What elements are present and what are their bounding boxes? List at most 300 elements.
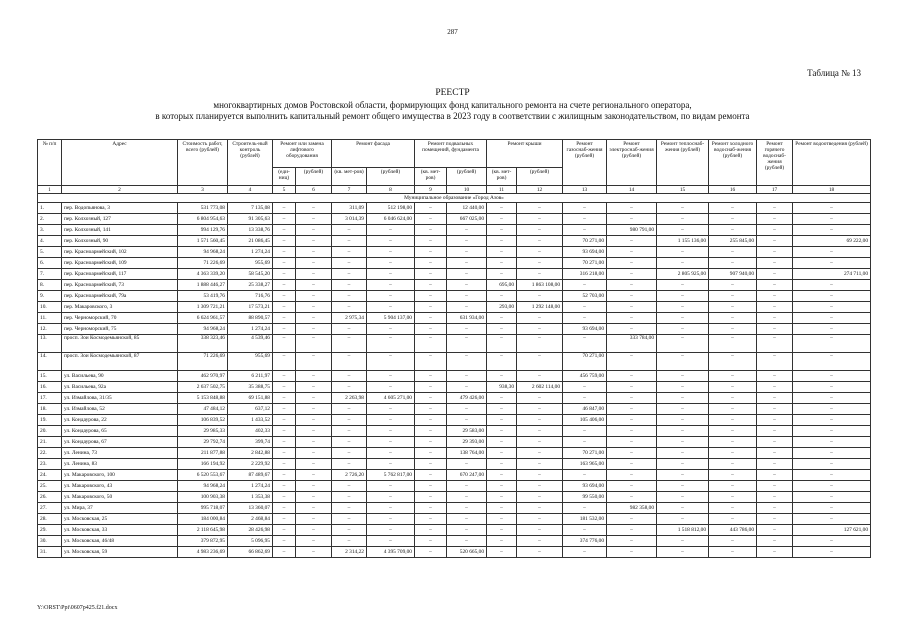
row-value: –: [415, 459, 447, 470]
row-value: 695,00: [487, 280, 517, 291]
header-drainage: Ремонт водоотведения (рублей): [793, 140, 871, 186]
column-number: 13: [563, 186, 607, 194]
row-value: –: [607, 280, 657, 291]
row-value: –: [793, 514, 871, 525]
row-value: –: [607, 214, 657, 225]
row-value: 456 759,00: [563, 371, 607, 382]
row-value: 66 862,69: [228, 547, 273, 558]
row-address: пер. Красноармейский, 73: [62, 280, 178, 291]
row-value: –: [607, 353, 657, 371]
row-value: –: [296, 335, 332, 353]
row-value: –: [332, 481, 367, 492]
row-value: –: [757, 481, 793, 492]
row-value: 311,09: [332, 203, 367, 214]
row-value: –: [447, 258, 487, 269]
row-value: –: [709, 247, 757, 258]
table-row: [38, 247, 871, 258]
row-value: –: [563, 393, 607, 404]
row-value: –: [367, 437, 415, 448]
table-row: [38, 291, 871, 302]
row-value: –: [517, 225, 563, 236]
row-value: 2 805 925,00: [657, 269, 709, 280]
row-value: –: [487, 258, 517, 269]
row-value: –: [487, 269, 517, 280]
row-value: –: [487, 415, 517, 426]
row-value: –: [367, 302, 415, 313]
row-value: –: [517, 415, 563, 426]
row-value: –: [332, 382, 367, 393]
row-value: –: [273, 382, 296, 393]
row-number: 21.: [38, 437, 62, 448]
row-value: –: [367, 335, 415, 353]
column-number: 18: [793, 186, 871, 194]
row-address: ул. Московская, 33: [62, 525, 178, 536]
row-value: –: [607, 404, 657, 415]
row-value: –: [563, 225, 607, 236]
row-value: 58 545,20: [228, 269, 273, 280]
row-value: –: [273, 280, 296, 291]
row-value: –: [793, 382, 871, 393]
row-value: 13 338,76: [228, 225, 273, 236]
column-number: 17: [757, 186, 793, 194]
row-value: –: [709, 448, 757, 459]
row-number: 17.: [38, 393, 62, 404]
row-value: –: [757, 382, 793, 393]
row-value: –: [487, 335, 517, 353]
row-value: –: [415, 353, 447, 371]
row-value: 955,69: [228, 353, 273, 371]
row-number: 23.: [38, 459, 62, 470]
row-value: –: [487, 547, 517, 558]
row-value: –: [709, 503, 757, 514]
row-value: –: [447, 353, 487, 371]
row-value: –: [793, 302, 871, 313]
row-value: –: [657, 203, 709, 214]
row-value: –: [793, 470, 871, 481]
row-value: 2 229,92: [228, 459, 273, 470]
row-value: –: [367, 280, 415, 291]
row-value: –: [657, 291, 709, 302]
column-number: 5: [273, 186, 296, 194]
row-value: 4 539,46: [228, 335, 273, 353]
table-row: [38, 269, 871, 280]
row-value: –: [487, 225, 517, 236]
row-value: –: [757, 324, 793, 335]
row-value: –: [447, 514, 487, 525]
table-row: [38, 437, 871, 448]
row-value: –: [657, 382, 709, 393]
row-value: 6 520 553,67: [178, 470, 228, 481]
row-address: ул. Московская, 59: [62, 547, 178, 558]
column-number: 2: [62, 186, 178, 194]
row-value: –: [487, 313, 517, 324]
column-numbers-row: [38, 186, 871, 194]
row-value: –: [563, 280, 607, 291]
column-number: 9: [415, 186, 447, 194]
row-value: –: [757, 492, 793, 503]
header-facade-rubles: (рублей): [367, 168, 415, 186]
row-value: –: [415, 291, 447, 302]
row-address: ул. Васильева, 90: [62, 371, 178, 382]
row-value: –: [709, 547, 757, 558]
row-value: 982 358,00: [607, 503, 657, 514]
table-row: [38, 426, 871, 437]
row-value: –: [367, 448, 415, 459]
row-value: –: [563, 547, 607, 558]
row-value: 87 489,67: [228, 470, 273, 481]
row-value: –: [332, 291, 367, 302]
header-cold-water: Ремонт холодного водоснаб-жения (рублей): [709, 140, 757, 186]
row-value: –: [517, 313, 563, 324]
table-row: [38, 225, 871, 236]
table-row: [38, 313, 871, 324]
row-value: –: [447, 335, 487, 353]
row-address: пер. Колхозный, 127: [62, 214, 178, 225]
header-heat: Ремонт теплоснаб-жения (рублей): [657, 140, 709, 186]
column-number: 6: [296, 186, 332, 194]
row-value: –: [273, 214, 296, 225]
header-hot-water: Ремонт горячего водоснаб-жения (рублей): [757, 140, 793, 186]
row-value: –: [296, 393, 332, 404]
row-value: 6 211,97: [228, 371, 273, 382]
row-value: –: [296, 280, 332, 291]
row-value: –: [517, 203, 563, 214]
row-value: –: [657, 437, 709, 448]
row-value: 938,30: [487, 382, 517, 393]
row-value: –: [332, 525, 367, 536]
row-value: –: [487, 291, 517, 302]
row-value: –: [367, 269, 415, 280]
row-value: –: [273, 225, 296, 236]
row-value: 3 014,39: [332, 214, 367, 225]
row-value: –: [415, 470, 447, 481]
row-value: –: [563, 313, 607, 324]
row-value: –: [447, 492, 487, 503]
row-value: –: [332, 280, 367, 291]
row-value: –: [757, 203, 793, 214]
row-value: –: [757, 236, 793, 247]
row-value: 2 602 114,00: [517, 382, 563, 393]
row-value: –: [709, 280, 757, 291]
row-value: 2 637 502,75: [178, 382, 228, 393]
row-value: –: [273, 470, 296, 481]
row-value: –: [273, 492, 296, 503]
row-value: –: [607, 324, 657, 335]
row-value: 99 550,00: [563, 492, 607, 503]
row-value: 6 804 954,63: [178, 214, 228, 225]
row-value: 2 842,88: [228, 448, 273, 459]
row-value: –: [793, 503, 871, 514]
row-value: –: [757, 247, 793, 258]
row-value: –: [487, 353, 517, 371]
row-address: просп. Зои Космодемьянской, 87: [62, 353, 178, 371]
row-value: –: [273, 503, 296, 514]
row-value: –: [296, 514, 332, 525]
row-value: 21 086,45: [228, 236, 273, 247]
row-value: –: [709, 302, 757, 313]
row-value: –: [657, 448, 709, 459]
row-value: –: [607, 393, 657, 404]
row-value: –: [273, 547, 296, 558]
header-construction-control: Строитель-ный контроль (рублей): [228, 140, 273, 186]
row-address: ул. Мира, 37: [62, 503, 178, 514]
row-value: 71 226,69: [178, 258, 228, 269]
row-value: –: [296, 448, 332, 459]
row-value: –: [607, 492, 657, 503]
row-value: 127 621,00: [793, 525, 871, 536]
row-value: –: [607, 426, 657, 437]
row-value: –: [296, 291, 332, 302]
row-value: –: [296, 459, 332, 470]
row-value: –: [415, 203, 447, 214]
row-value: –: [273, 459, 296, 470]
header-elevator-rubles: (рублей): [296, 168, 332, 186]
row-value: –: [447, 536, 487, 547]
title-line-2: многоквартирных домов Ростовской области, формирующих фонд капитального ремонта на счете регионального оператора,: [213, 99, 692, 110]
row-number: 14.: [38, 353, 62, 371]
row-value: 462 970,97: [178, 371, 228, 382]
row-value: –: [607, 547, 657, 558]
table-row: [38, 335, 871, 353]
row-value: 166 194,92: [178, 459, 228, 470]
row-value: –: [517, 547, 563, 558]
row-value: 670 247,00: [447, 470, 487, 481]
row-number: 7.: [38, 269, 62, 280]
row-value: 1 274,24: [228, 324, 273, 335]
row-value: –: [415, 426, 447, 437]
row-address: ул. Васильева, 92а: [62, 382, 178, 393]
row-value: 2 263,98: [332, 393, 367, 404]
row-address: ул. Ленина, 83: [62, 459, 178, 470]
row-value: –: [709, 393, 757, 404]
row-value: 1 518 812,00: [657, 525, 709, 536]
row-value: –: [487, 371, 517, 382]
row-value: –: [273, 393, 296, 404]
row-value: –: [415, 258, 447, 269]
row-value: –: [793, 353, 871, 371]
row-value: –: [657, 547, 709, 558]
title-line-3: в которых планируется выполнить капитальный ремонт общего имущества в 2023 году в соответствии с жилищным законодательством, по видам ремонта: [155, 111, 750, 121]
row-value: –: [709, 324, 757, 335]
municipality-heading: Муниципальное образование «Город Азов»: [38, 194, 871, 203]
row-value: –: [793, 225, 871, 236]
row-value: –: [709, 291, 757, 302]
row-value: 94 968,24: [178, 247, 228, 258]
row-value: 1 888 446,27: [178, 280, 228, 291]
row-value: –: [367, 258, 415, 269]
row-value: 907 940,00: [709, 269, 757, 280]
row-value: –: [415, 225, 447, 236]
row-value: –: [657, 481, 709, 492]
row-value: –: [607, 371, 657, 382]
row-value: 93 694,00: [563, 324, 607, 335]
row-value: –: [517, 514, 563, 525]
row-value: 93 694,00: [563, 481, 607, 492]
row-number: 9.: [38, 291, 62, 302]
row-value: –: [709, 415, 757, 426]
row-value: 47 484,12: [178, 404, 228, 415]
row-value: –: [487, 448, 517, 459]
row-value: –: [487, 437, 517, 448]
row-value: 5 904 137,00: [367, 313, 415, 324]
row-value: –: [757, 415, 793, 426]
header-total-cost: Стоимость работ, всего (рублей): [178, 140, 228, 186]
row-value: –: [273, 291, 296, 302]
row-value: –: [296, 492, 332, 503]
row-value: –: [447, 459, 487, 470]
row-value: –: [273, 247, 296, 258]
row-value: 12 440,00: [447, 203, 487, 214]
row-value: –: [487, 247, 517, 258]
column-number: 12: [517, 186, 563, 194]
row-value: –: [793, 426, 871, 437]
row-value: –: [447, 382, 487, 393]
row-value: –: [296, 437, 332, 448]
row-value: 1 274,24: [228, 247, 273, 258]
row-value: –: [367, 247, 415, 258]
row-value: –: [367, 415, 415, 426]
row-value: –: [657, 492, 709, 503]
row-value: –: [709, 371, 757, 382]
row-value: 29 792,74: [178, 437, 228, 448]
row-value: –: [517, 258, 563, 269]
row-value: –: [757, 225, 793, 236]
row-value: –: [657, 214, 709, 225]
row-value: 184 000,84: [178, 514, 228, 525]
register-table: [37, 139, 871, 558]
row-value: 5 153 848,88: [178, 393, 228, 404]
row-value: –: [487, 203, 517, 214]
row-value: 46 847,00: [563, 404, 607, 415]
row-value: 93 694,00: [563, 247, 607, 258]
header-foundation-rubles: (рублей): [447, 168, 487, 186]
row-value: –: [332, 247, 367, 258]
row-value: –: [709, 214, 757, 225]
row-value: –: [657, 302, 709, 313]
row-value: –: [793, 280, 871, 291]
row-value: –: [657, 404, 709, 415]
row-number: 16.: [38, 382, 62, 393]
row-value: –: [487, 536, 517, 547]
row-value: –: [415, 404, 447, 415]
row-value: –: [607, 236, 657, 247]
row-value: 52 703,00: [563, 291, 607, 302]
row-value: –: [273, 525, 296, 536]
row-value: –: [332, 225, 367, 236]
row-value: –: [332, 335, 367, 353]
row-value: –: [757, 525, 793, 536]
row-number: 6.: [38, 258, 62, 269]
column-number: 4: [228, 186, 273, 194]
row-value: 2 468,84: [228, 514, 273, 525]
row-value: –: [415, 547, 447, 558]
row-value: –: [709, 404, 757, 415]
row-value: –: [332, 269, 367, 280]
row-value: –: [607, 415, 657, 426]
table-row: [38, 459, 871, 470]
row-number: 13.: [38, 335, 62, 353]
header-num: № п/п: [38, 140, 62, 186]
row-value: –: [487, 459, 517, 470]
row-value: –: [517, 437, 563, 448]
row-value: –: [793, 481, 871, 492]
row-value: –: [415, 371, 447, 382]
row-value: –: [296, 269, 332, 280]
row-value: 1 274,24: [228, 481, 273, 492]
row-value: –: [563, 470, 607, 481]
row-value: –: [657, 258, 709, 269]
row-value: 980 791,00: [607, 225, 657, 236]
row-value: –: [657, 371, 709, 382]
row-value: –: [709, 492, 757, 503]
row-value: –: [487, 236, 517, 247]
row-value: –: [296, 225, 332, 236]
row-value: –: [296, 536, 332, 547]
row-value: –: [415, 492, 447, 503]
row-value: 2 726,20: [332, 470, 367, 481]
row-value: –: [447, 225, 487, 236]
row-value: –: [517, 404, 563, 415]
header-roof-sqm: (кв. мет-ров): [487, 168, 517, 186]
row-number: 18.: [38, 404, 62, 415]
row-value: –: [296, 503, 332, 514]
row-value: 29 583,00: [447, 426, 487, 437]
row-value: –: [415, 382, 447, 393]
row-value: 5 762 817,00: [367, 470, 415, 481]
row-value: –: [757, 280, 793, 291]
row-value: –: [367, 324, 415, 335]
row-value: –: [793, 291, 871, 302]
title-line-1: РЕЕСТР: [435, 88, 470, 98]
row-value: –: [657, 415, 709, 426]
row-value: 94 968,24: [178, 324, 228, 335]
row-value: –: [607, 481, 657, 492]
row-value: –: [273, 437, 296, 448]
table-row: [38, 280, 871, 291]
row-value: –: [415, 448, 447, 459]
row-value: –: [415, 393, 447, 404]
row-value: –: [415, 302, 447, 313]
row-value: –: [607, 291, 657, 302]
row-value: –: [607, 313, 657, 324]
row-value: –: [793, 459, 871, 470]
row-value: –: [296, 247, 332, 258]
row-value: 70 271,00: [563, 258, 607, 269]
row-value: –: [332, 459, 367, 470]
row-value: 29 985,33: [178, 426, 228, 437]
row-number: 2.: [38, 214, 62, 225]
table-row: [38, 302, 871, 313]
row-value: –: [296, 547, 332, 558]
row-number: 1.: [38, 203, 62, 214]
table-row: [38, 492, 871, 503]
column-number: 15: [657, 186, 709, 194]
row-value: –: [273, 236, 296, 247]
row-value: 13 360,07: [228, 503, 273, 514]
row-value: –: [447, 247, 487, 258]
row-value: –: [793, 404, 871, 415]
row-value: –: [296, 481, 332, 492]
column-number: 8: [367, 186, 415, 194]
row-value: 995 718,07: [178, 503, 228, 514]
row-number: 25.: [38, 481, 62, 492]
row-address: ул. Московская, 46/48: [62, 536, 178, 547]
row-number: 20.: [38, 426, 62, 437]
row-value: –: [757, 353, 793, 371]
row-value: –: [415, 503, 447, 514]
row-value: 637,12: [228, 404, 273, 415]
row-value: –: [709, 335, 757, 353]
